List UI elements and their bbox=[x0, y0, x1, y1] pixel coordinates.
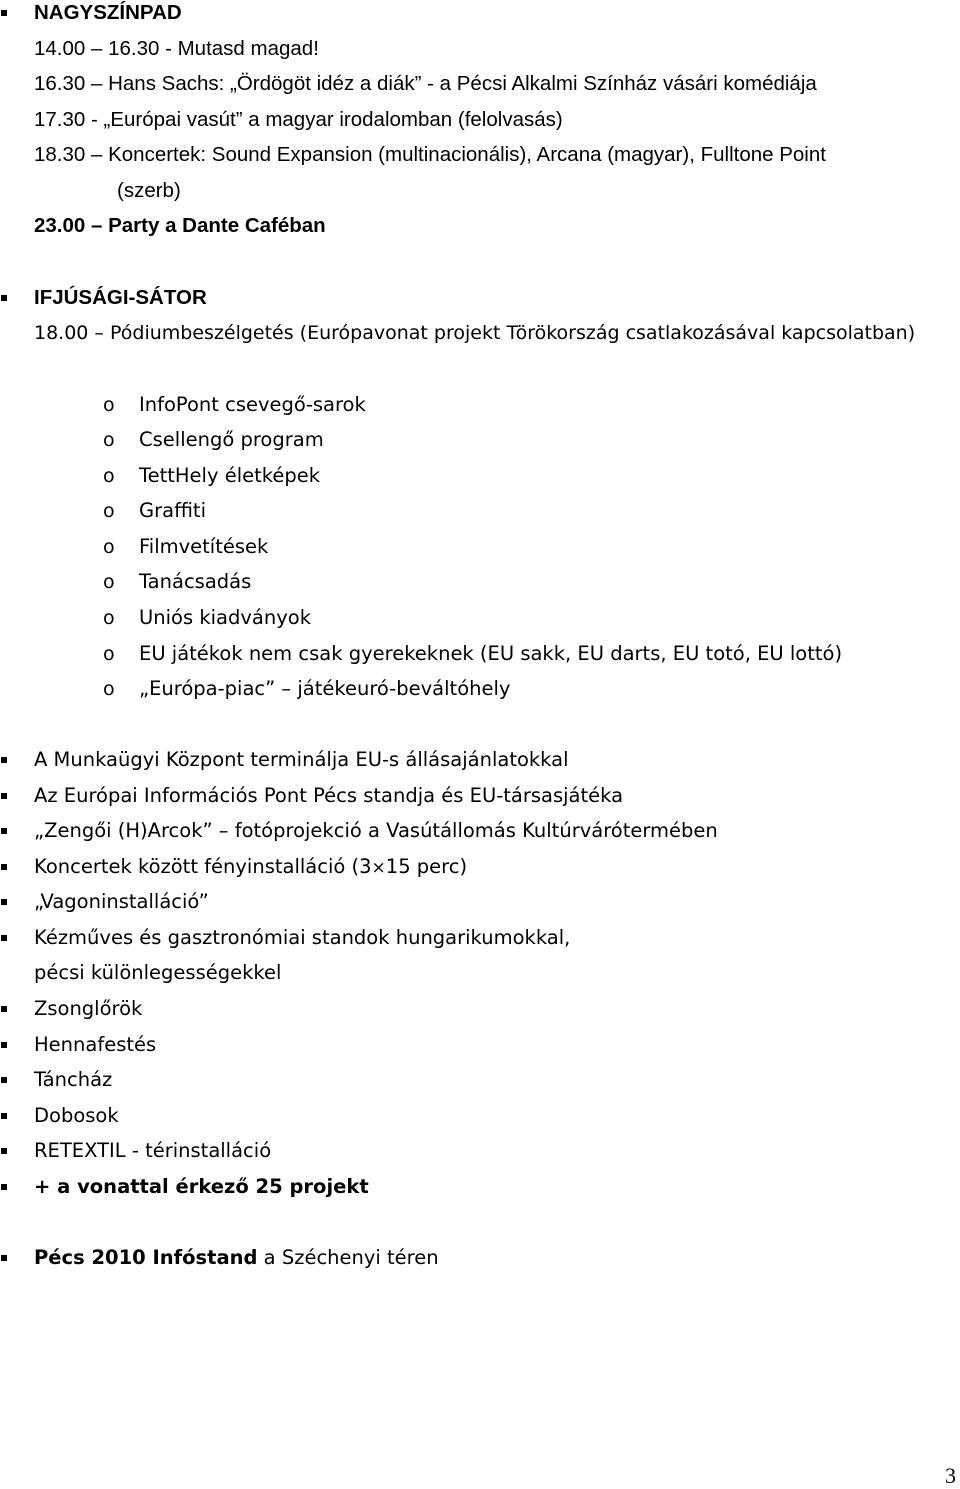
circle-bullet: o bbox=[103, 429, 115, 451]
bullet-square bbox=[1, 1042, 7, 1048]
koncert-tail: 15 perc) bbox=[385, 855, 468, 878]
bullet-square bbox=[1, 864, 7, 870]
program-line-continuation: (szerb) bbox=[117, 179, 181, 202]
list-item: Zsonglőrök bbox=[34, 997, 143, 1020]
list-item: Uniós kiadványok bbox=[139, 606, 311, 629]
circle-bullet: o bbox=[103, 500, 115, 522]
bullet-square bbox=[1, 10, 7, 16]
circle-bullet: o bbox=[103, 465, 115, 487]
circle-bullet: o bbox=[103, 394, 115, 416]
list-item: Dobosok bbox=[34, 1104, 119, 1127]
list-item: Kézműves és gasztronómiai standok hungarikumokkal, bbox=[34, 926, 571, 949]
bullet-square bbox=[1, 899, 7, 905]
circle-bullet: o bbox=[103, 643, 115, 665]
bullet-square bbox=[1, 1148, 7, 1154]
koncert-text: Koncertek között fényinstalláció (3 bbox=[34, 855, 372, 878]
program-line: 14.00 – 16.30 - Mutasd magad! bbox=[34, 37, 319, 60]
bullet-square bbox=[1, 935, 7, 941]
list-item: Csellengő program bbox=[139, 428, 324, 451]
program-line-party: 23.00 – Party a Dante Caféban bbox=[34, 214, 326, 237]
list-item: EU játékok nem csak gyerekeknek (EU sakk, EU darts, EU totó, EU lottó) bbox=[139, 642, 843, 665]
bullet-square bbox=[1, 1255, 7, 1261]
bullet-square bbox=[1, 1006, 7, 1012]
bullet-square bbox=[1, 295, 7, 301]
bullet-square bbox=[1, 757, 7, 763]
section-heading-nagyszinpad: NAGYSZÍNPAD bbox=[34, 1, 182, 24]
list-item: A Munkaügyi Központ terminálja EU-s állásajánlatokkal bbox=[34, 748, 569, 771]
page-number: 3 bbox=[945, 1463, 956, 1488]
times-sign: × bbox=[371, 858, 386, 878]
list-item: „Európa-piac” – játékeuró-beváltóhely bbox=[139, 677, 511, 700]
circle-bullet: o bbox=[103, 536, 115, 558]
podium-line: 18.00 – Pódiumbeszélgetés (Európavonat projekt Törökország csatlakozásával kapcsolatban) bbox=[34, 322, 916, 344]
program-line: 17.30 - „Európai vasút” a magyar irodalomban (felolvasás) bbox=[34, 108, 563, 131]
bullet-square bbox=[1, 828, 7, 834]
list-item: Hennafestés bbox=[34, 1033, 157, 1056]
program-line: 18.30 – Koncertek: Sound Expansion (multinacionális), Arcana (magyar), Fulltone Point bbox=[34, 143, 826, 166]
list-item: Graffiti bbox=[139, 499, 206, 522]
list-item: Táncház bbox=[34, 1068, 113, 1091]
list-item-continuation: pécsi különlegességekkel bbox=[34, 961, 282, 984]
list-item-projects: + a vonattal érkező 25 projekt bbox=[34, 1175, 369, 1198]
infostand-line bbox=[34, 1246, 439, 1270]
infostand-title: Pécs 2010 Infóstand bbox=[34, 1246, 258, 1269]
circle-bullet: o bbox=[103, 571, 115, 593]
list-item: Filmvetítések bbox=[139, 535, 269, 558]
program-line: 16.30 – Hans Sachs: „Ördögöt idéz a diák” - a Pécsi Alkalmi Színház vásári komédiája bbox=[34, 72, 817, 95]
circle-bullet: o bbox=[103, 678, 115, 700]
list-item: TettHely életképek bbox=[139, 464, 321, 487]
section-heading-ifjusagi: IFJÚSÁGI-SÁTOR bbox=[34, 286, 207, 309]
list-item-koncert bbox=[34, 855, 467, 880]
list-item: RETEXTIL - térinstalláció bbox=[34, 1139, 272, 1162]
circle-bullet: o bbox=[103, 607, 115, 629]
list-item: Tanácsadás bbox=[139, 570, 252, 593]
infostand-rest: a Széchenyi téren bbox=[257, 1246, 439, 1269]
list-item: InfoPont csevegő-sarok bbox=[139, 393, 366, 416]
bullet-square bbox=[1, 793, 7, 799]
bullet-square bbox=[1, 1184, 7, 1190]
list-item: „Vagoninstalláció” bbox=[34, 890, 209, 913]
bullet-square bbox=[1, 1077, 7, 1083]
bullet-square bbox=[1, 1113, 7, 1119]
list-item: „Zengői (H)Arcok” – fotóprojekció a Vasútállomás Kultúrvárótermében bbox=[34, 819, 718, 842]
list-item: Az Európai Információs Pont Pécs standja és EU-társasjátéka bbox=[34, 784, 624, 807]
